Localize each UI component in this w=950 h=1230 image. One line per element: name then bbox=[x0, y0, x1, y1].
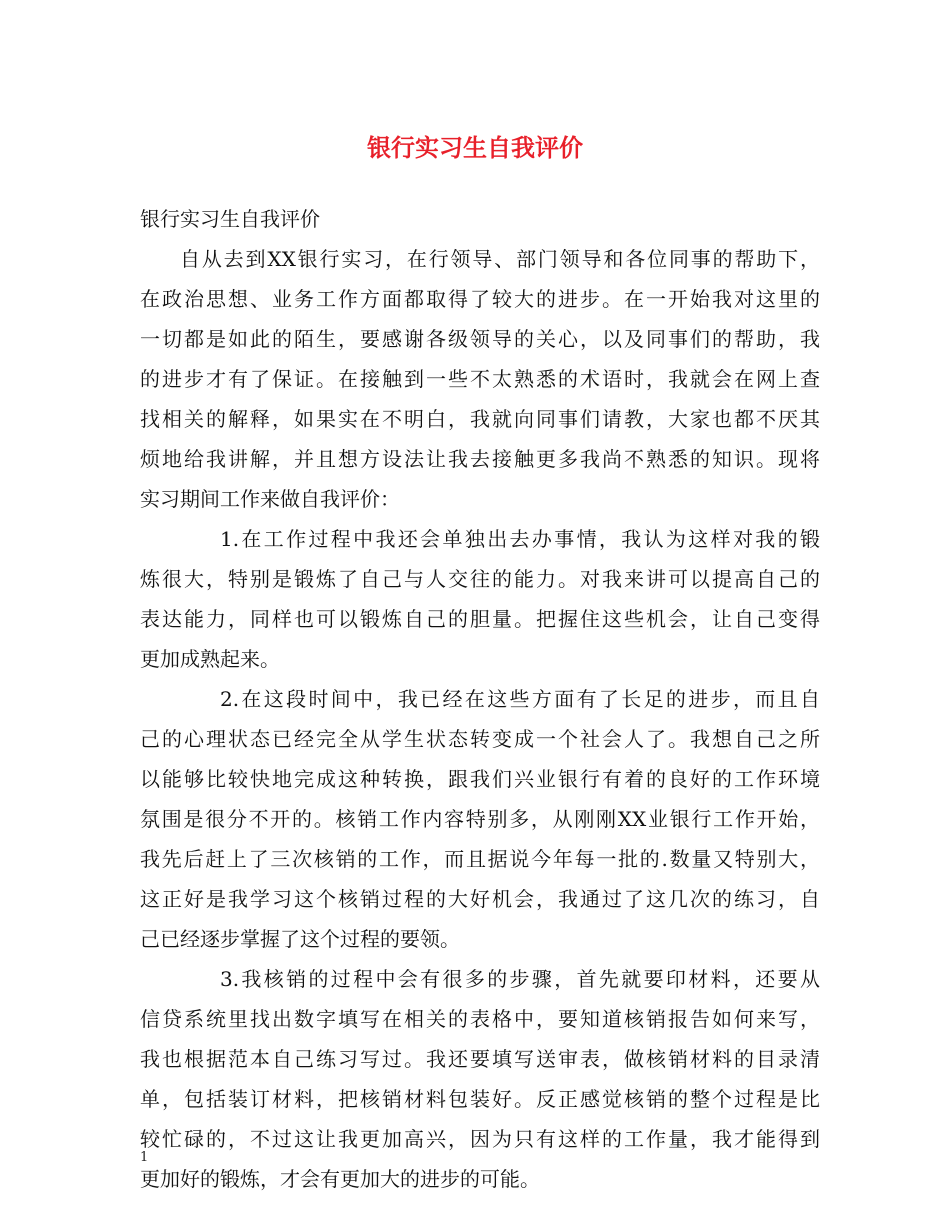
text-line: 找相关的解释，如果实在不明白，我就向同事们请教，大家也都不厌其 bbox=[140, 407, 820, 431]
text-line: 烦地给我讲解，并且想方设法让我去接触更多我尚不熟悉的知识。现将 bbox=[140, 447, 820, 471]
text-line: 这正好是我学习这个核销过程的大好机会，我通过了这几次的练习，自 bbox=[140, 887, 820, 911]
document-title: 银行实习生自我评价 bbox=[367, 133, 583, 162]
text-line: 以能够比较快地完成这种转换，跟我们兴业银行有着的良好的工作环境 bbox=[140, 767, 820, 791]
text-line: 我也根据范本自己练习写过。我还要填写送审表，做核销材料的目录清 bbox=[140, 1047, 820, 1071]
text-line: 在政治思想、业务工作方面都取得了较大的进步。在一开始我对这里的 bbox=[140, 287, 820, 311]
text-line: 实习期间工作来做自我评价： bbox=[140, 487, 400, 511]
text-line: 银行实习生自我评价 bbox=[140, 207, 320, 231]
text-line: 一切都是如此的陌生，要感谢各级领导的关心，以及同事们的帮助，我 bbox=[140, 327, 820, 351]
text-line: 1.在工作过程中我还会单独出去办事情，我认为这样对我的锻 bbox=[220, 527, 820, 551]
text-line: 氛围是很分不开的。核销工作内容特别多，从刚刚XX业银行工作开始， bbox=[140, 807, 820, 831]
text-line: 表达能力，同样也可以锻炼自己的胆量。把握住这些机会，让自己变得 bbox=[140, 607, 820, 631]
text-line: 信贷系统里找出数字填写在相关的表格中，要知道核销报告如何来写， bbox=[140, 1007, 820, 1031]
text-line: 的进步才有了保证。在接触到一些不太熟悉的术语时，我就会在网上查 bbox=[140, 367, 820, 391]
text-line: 己已经逐步掌握了这个过程的要领。 bbox=[140, 927, 460, 951]
text-line: 炼很大，特别是锻炼了自己与人交往的能力。对我来讲可以提高自己的 bbox=[140, 567, 820, 591]
text-line: 单，包括装订材料，把核销材料包装好。反正感觉核销的整个过程是比 bbox=[140, 1087, 820, 1111]
page-number: 1 bbox=[140, 1150, 149, 1165]
text-line: 较忙碌的，不过这让我更加高兴，因为只有这样的工作量，我才能得到 bbox=[140, 1127, 820, 1151]
text-line: 更加成熟起来。 bbox=[140, 647, 280, 671]
document-body bbox=[140, 199, 820, 1199]
text-line: 3.我核销的过程中会有很多的步骤，首先就要印材料，还要从 bbox=[220, 967, 820, 991]
text-line: 2.在这段时间中，我已经在这些方面有了长足的进步，而且自 bbox=[220, 687, 820, 711]
text-line: 己的心理状态已经完全从学生状态转变成一个社会人了。我想自己之所 bbox=[140, 727, 820, 751]
text-line: 更加好的锻炼，才会有更加大的进步的可能。 bbox=[140, 1167, 540, 1191]
text-line: 我先后赶上了三次核销的工作，而且据说今年每一批的.数量又特别大， bbox=[140, 847, 820, 871]
text-line: 自从去到XX银行实习，在行领导、部门领导和各位同事的帮助下， bbox=[180, 247, 820, 271]
